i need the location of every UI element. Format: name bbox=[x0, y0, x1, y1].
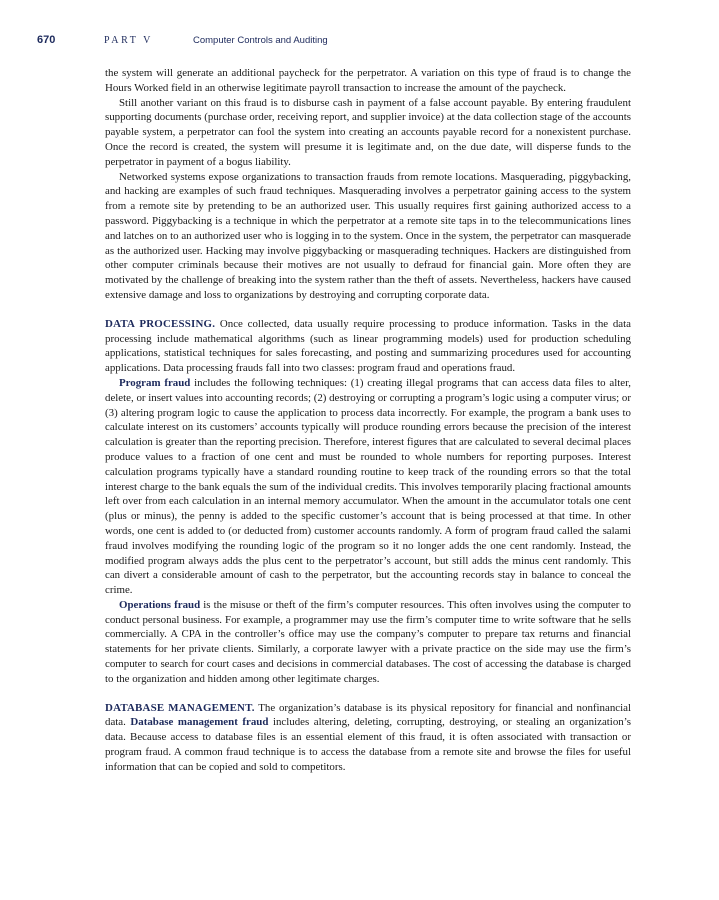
data-processing-text: Once collected, data usually require processing to produce information. Tasks in the data processing include mathematical algorithms (such as linear programming models) used for production scheduling applications, statistical techniques for sales forecasting, and posting and summarizing procedures used for accounting applications. Data processing frauds fall into two classes: program fraud and operations fraud. bbox=[105, 317, 631, 375]
program-fraud-term: Program fraud bbox=[119, 376, 191, 389]
data-processing-section bbox=[105, 317, 631, 376]
database-management-heading: DATABASE MANAGEMENT. bbox=[105, 701, 255, 714]
body-text bbox=[105, 66, 631, 775]
operations-fraud-text: is the misuse or theft of the firm’s computer resources. This often involves using the computer to conduct personal business. For example, a programmer may use the firm’s computer time to write software that he sells commercially. A CPA in the controller’s office may use the company’s computer to prepare tax returns and financial statements for her private clients. Similarly, a corporate lawyer with a private practice on the side may use the firm’s computer to search for court cases and decisions in commercial databases. The cost of accessing the database is charged to the organization and hidden among other legitimate charges. bbox=[105, 598, 631, 685]
paragraph-2: Still another variant on this fraud is to disburse cash in payment of a false account payable. By entering fraudulent supporting documents (purchase order, receiving report, and supplier invoice) at the data collection stage of the accounts payable system, a perpetrator can fool the system into creating an accounts payable record for a nonexistent purchase. Once the record is created, the system will presume it is legitimate and, on the due date, will disperse funds to the perpetrator in payment of a bogus liability. bbox=[105, 96, 631, 168]
program-fraud-paragraph bbox=[105, 376, 631, 598]
running-header bbox=[0, 30, 719, 50]
database-management-text-1: The organization’s database is its physical repository for financial and nonfinancial data. bbox=[105, 701, 631, 729]
operations-fraud-paragraph bbox=[105, 598, 631, 687]
data-processing-heading: DATA PROCESSING. bbox=[105, 317, 216, 330]
part-label: PART V bbox=[104, 35, 154, 46]
paragraph-3: Networked systems expose organizations to transaction frauds from remote locations. Masquerading, piggybacking, and hacking are examples of such fraud techniques. Masquerading involves a perpetrator gaining access to the system from a remote site by pretending to be an authorized user. This usually requires first gaining authorized access to a password. Piggybacking is a technique in which the perpetrator at a remote site taps in to the telecommunications lines and latches on to an authorized user who is logging in to the system. Once in the system, the perpetrator can masquerade as the authorized user. Hacking may involve piggybacking or masquerading techniques. Hackers are distinguished from other computer criminals because their motives are not usually to defraud for financial gain. More often they are motivated by the challenge of breaking into the system rather than the theft of assets. Nevertheless, hackers have caused extensive damage and loss to organizations by destroying and corrupting corporate data. bbox=[105, 170, 631, 301]
database-management-fraud-term: Database management fraud bbox=[130, 716, 269, 729]
database-management-text-2: includes altering, deleting, corrupting, destroying, or stealing an organization’s data. Because access to database files is an essential element of this fraud, it is often associated with transaction or program fraud. A common fraud technique is to access the database from a remote site and browse the files for useful information that can be copied and sold to competitors. bbox=[105, 716, 631, 773]
paragraph-1: the system will generate an additional paycheck for the perpetrator. A variation on this type of fraud is to change the Hours Worked field in an otherwise legitimate payroll transaction to increase the amount of the paycheck. bbox=[105, 67, 631, 94]
program-fraud-text: includes the following techniques: (1) creating illegal programs that can access data files to alter, delete, or insert values into accounting records; (2) destroying or corrupting a program’s logic using a computer virus; or (3) altering program logic to cause the application to process data incorrectly. For example, the program a bank uses to calculate interest on its customers’ accounts typically will produce rounding errors because the precision of the interest calculation is greater than the reporting precision. Therefore, interest figures that are calculated to several decimal places produce values to a fraction of one cent and must be rounded to whole numbers for reporting purposes. Interest calculation programs typically have a standard rounding routine to keep track of the rounding errors so that the total interest charge to the bank equals the sum of the individual credits. This involves temporarily placing fractional amounts left over from each calculation in an internal memory accumulator. When the amount in the accumulator totals one cent (plus or minus), the penny is added to the specific customer’s account that is being processed at that time. In other words, one cent is added to (or deducted from) customer accounts randomly. A form of program fraud called the salami fraud involves modifying the rounding logic of the program so it no longer adds the one cent randomly. Instead, the modified program always adds the plus cent to the perpetrator’s account, but still adds the minus cent randomly. This can divert a considerable amount of cash to the perpetrator, but the accounting records stay in balance to conceal the crime. bbox=[105, 376, 631, 597]
database-management-section bbox=[105, 701, 631, 775]
operations-fraud-term: Operations fraud bbox=[119, 598, 201, 611]
chapter-title: Computer Controls and Auditing bbox=[193, 35, 328, 46]
page-number: 670 bbox=[37, 34, 56, 46]
